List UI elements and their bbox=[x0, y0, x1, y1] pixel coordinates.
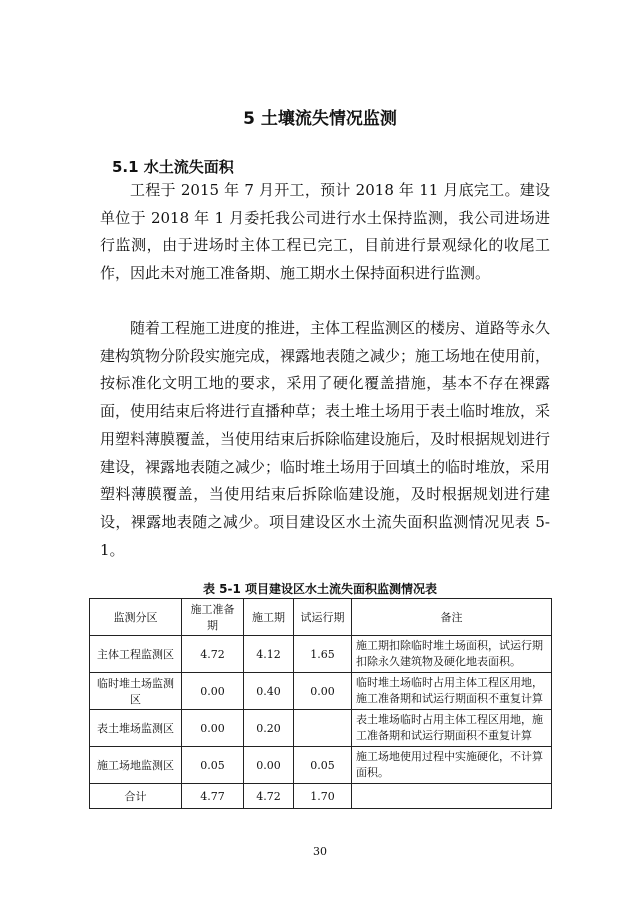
table-row bbox=[90, 710, 552, 747]
cell-prep: 4.72 bbox=[182, 636, 244, 673]
chapter-title: 5 土壤流失情况监测 bbox=[243, 109, 397, 129]
cell-prep: 0.05 bbox=[182, 747, 244, 784]
table-caption: 表 5-1 项目建设区水土流失面积监测情况表 bbox=[202, 582, 438, 596]
cell-trial: 0.00 bbox=[294, 673, 352, 710]
cell-total-prep: 4.77 bbox=[182, 784, 244, 809]
cell-note: 表土堆场临时占用主体工程区用地，施工准备期和试运行期面积不重复计算 bbox=[352, 710, 552, 747]
header-note: 备注 bbox=[352, 599, 552, 636]
paragraph-text: 随着工程施工进度的推进，主体工程监测区的楼房、道路等永久建构筑物分阶段实施完成，裸露地表随之减少；施工场地在使用前，按标准化文明工地的要求，采用了硬化覆盖措施，基本不存在裸露面，使用结束后将进行直播种草；表土堆土场用于表土临时堆放，采用塑料薄膜覆盖，当使用结束后拆除临建设施后，及时根据规划进行建设，裸露地表随之减少；临时堆土场用于回填土的临时堆放，采用塑料薄膜覆盖，当使用结束后拆除临建设施，及时根据规划进行建设，裸露地表随之减少。项目建设区水土流失面积监测情况见表 5-1。 bbox=[100, 319, 551, 559]
paragraph-text: 工程于 2015 年 7 月开工，预计 2018 年 11 月底完工。建设单位于 2018 年 1 月委托我公司进行水土保持监测，我公司进场进行监测，由于进场时主体工程已完工，目前进行景观绿化的收尾工作，因此未对施工准备期、施工期水土保持面积进行监测。 bbox=[100, 181, 550, 283]
cell-zone: 临时堆土场监测区 bbox=[90, 673, 182, 710]
cell-total-label: 合计 bbox=[90, 784, 182, 809]
cell-trial: 0.05 bbox=[294, 747, 352, 784]
cell-prep: 0.00 bbox=[182, 710, 244, 747]
body-paragraph-1 bbox=[100, 177, 550, 288]
table-row bbox=[90, 673, 552, 710]
cell-zone: 主体工程监测区 bbox=[90, 636, 182, 673]
cell-total-trial: 1.70 bbox=[294, 784, 352, 809]
cell-note: 施工场地使用过程中实施硬化，不计算面积。 bbox=[352, 747, 552, 784]
cell-total-construction: 4.72 bbox=[244, 784, 294, 809]
cell-prep: 0.00 bbox=[182, 673, 244, 710]
table-row bbox=[90, 747, 552, 784]
cell-note: 临时堆土场临时占用主体工程区用地，施工准备期和试运行期面积不重复计算 bbox=[352, 673, 552, 710]
table-row bbox=[90, 636, 552, 673]
cell-trial: 1.65 bbox=[294, 636, 352, 673]
header-prep: 施工准备期 bbox=[182, 599, 244, 636]
header-construction: 施工期 bbox=[244, 599, 294, 636]
body-paragraph-2 bbox=[100, 315, 550, 564]
cell-total-note bbox=[352, 784, 552, 809]
cell-zone: 施工场地监测区 bbox=[90, 747, 182, 784]
cell-note: 施工期扣除临时堆土场面积，试运行期扣除永久建筑物及硬化地表面积。 bbox=[352, 636, 552, 673]
cell-construction: 4.12 bbox=[244, 636, 294, 673]
header-trial: 试运行期 bbox=[294, 599, 352, 636]
cell-construction: 0.00 bbox=[244, 747, 294, 784]
page-number: 30 bbox=[313, 845, 327, 858]
section-title: 5.1 水土流失面积 bbox=[112, 158, 234, 176]
cell-construction: 0.40 bbox=[244, 673, 294, 710]
monitoring-table bbox=[89, 598, 552, 809]
cell-trial bbox=[294, 710, 352, 747]
cell-construction: 0.20 bbox=[244, 710, 294, 747]
header-zone: 监测分区 bbox=[90, 599, 182, 636]
cell-zone: 表土堆场监测区 bbox=[90, 710, 182, 747]
table-total-row bbox=[90, 784, 552, 809]
table-header-row bbox=[90, 599, 552, 636]
